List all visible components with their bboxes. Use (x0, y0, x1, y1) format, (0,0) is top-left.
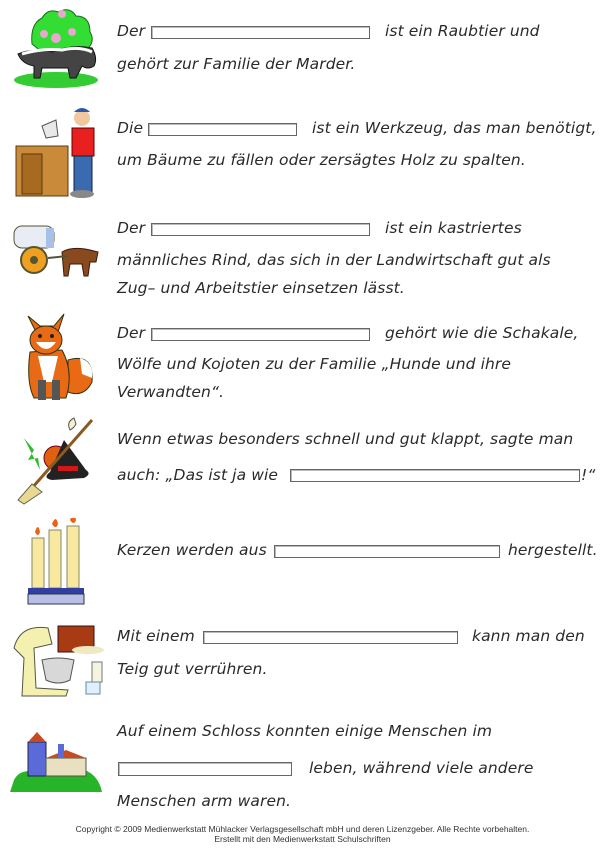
exercise-1-answer-field[interactable] (151, 26, 370, 39)
credit-text: Erstellt mit den Medienwerkstatt Schulschriften (214, 834, 391, 844)
lumberjack-icon (12, 106, 104, 200)
exercise-1-text-after: ist ein Raubtier und (385, 22, 540, 40)
exercise-2-line2: um Bäume zu fällen oder zersägtes Holz zu spalten. (117, 151, 526, 169)
exercise-4-answer-field[interactable] (151, 328, 370, 341)
exercise-2-answer-field[interactable] (148, 123, 297, 136)
ox-cart-icon (12, 222, 104, 278)
exercise-5-text-after: !“ (581, 466, 596, 484)
exercise-6-answer-field[interactable] (274, 545, 500, 558)
exercise-2-text-after: ist ein Werkzeug, das man benötigt, (312, 119, 597, 137)
exercise-3-line3: Zug– und Arbeitstier einsetzen lässt. (117, 279, 405, 297)
exercise-4-text-after: gehört wie die Schakale, (385, 324, 579, 342)
exercise-4-text-before: Der (117, 324, 146, 342)
witch-hat-broom-icon (14, 414, 98, 506)
exercise-7-line2: Teig gut verrühren. (117, 660, 268, 678)
castle-icon (8, 732, 106, 794)
exercise-1-line2: gehört zur Familie der Marder. (117, 55, 356, 73)
exercise-6-text-after: hergestellt. (508, 541, 598, 559)
exercise-5-answer-field[interactable] (290, 469, 580, 482)
fox-icon (18, 312, 96, 404)
exercise-5-text-before: auch: „Das ist ja wie (117, 466, 279, 484)
exercise-7-text-after: kann man den (472, 627, 585, 645)
exercise-7-text-before: Mit einem (117, 627, 195, 645)
exercise-4-line2: Wölfe und Kojoten zu der Familie „Hunde und ihre (117, 355, 512, 373)
exercise-3-answer-field[interactable] (151, 223, 370, 236)
copyright-footer (0, 824, 605, 844)
exercise-3-text-before: Der (117, 219, 146, 237)
exercise-6-text-before: Kerzen werden aus (117, 541, 267, 559)
exercise-3-line2: männliches Rind, das sich in der Landwirtschaft gut als (117, 251, 551, 269)
exercise-2-text-before: Die (117, 119, 144, 137)
stand-mixer-icon (8, 618, 108, 698)
exercise-8-answer-field[interactable] (118, 762, 292, 776)
exercise-4-line3: Verwandten“. (117, 383, 225, 401)
exercise-8-line3: Menschen arm waren. (117, 792, 292, 810)
exercise-8-text-after: leben, während viele andere (309, 759, 534, 777)
exercise-8-line1: Auf einem Schloss konnten einige Menschen im (117, 722, 493, 740)
copyright-text: Copyright © 2009 Medienwerkstatt Mühlacker Verlagsgesellschaft mbH und deren Lizenzgeber. Alle Rechte vorbehalten. (75, 824, 530, 834)
exercise-1-text-before: Der (117, 22, 146, 40)
exercise-5-line1: Wenn etwas besonders schnell und gut klappt, sagte man (117, 430, 574, 448)
skunk-icon (12, 4, 100, 88)
exercise-7-answer-field[interactable] (203, 631, 458, 644)
exercise-3-text-after: ist ein kastriertes (385, 219, 522, 237)
candles-icon (26, 518, 88, 610)
